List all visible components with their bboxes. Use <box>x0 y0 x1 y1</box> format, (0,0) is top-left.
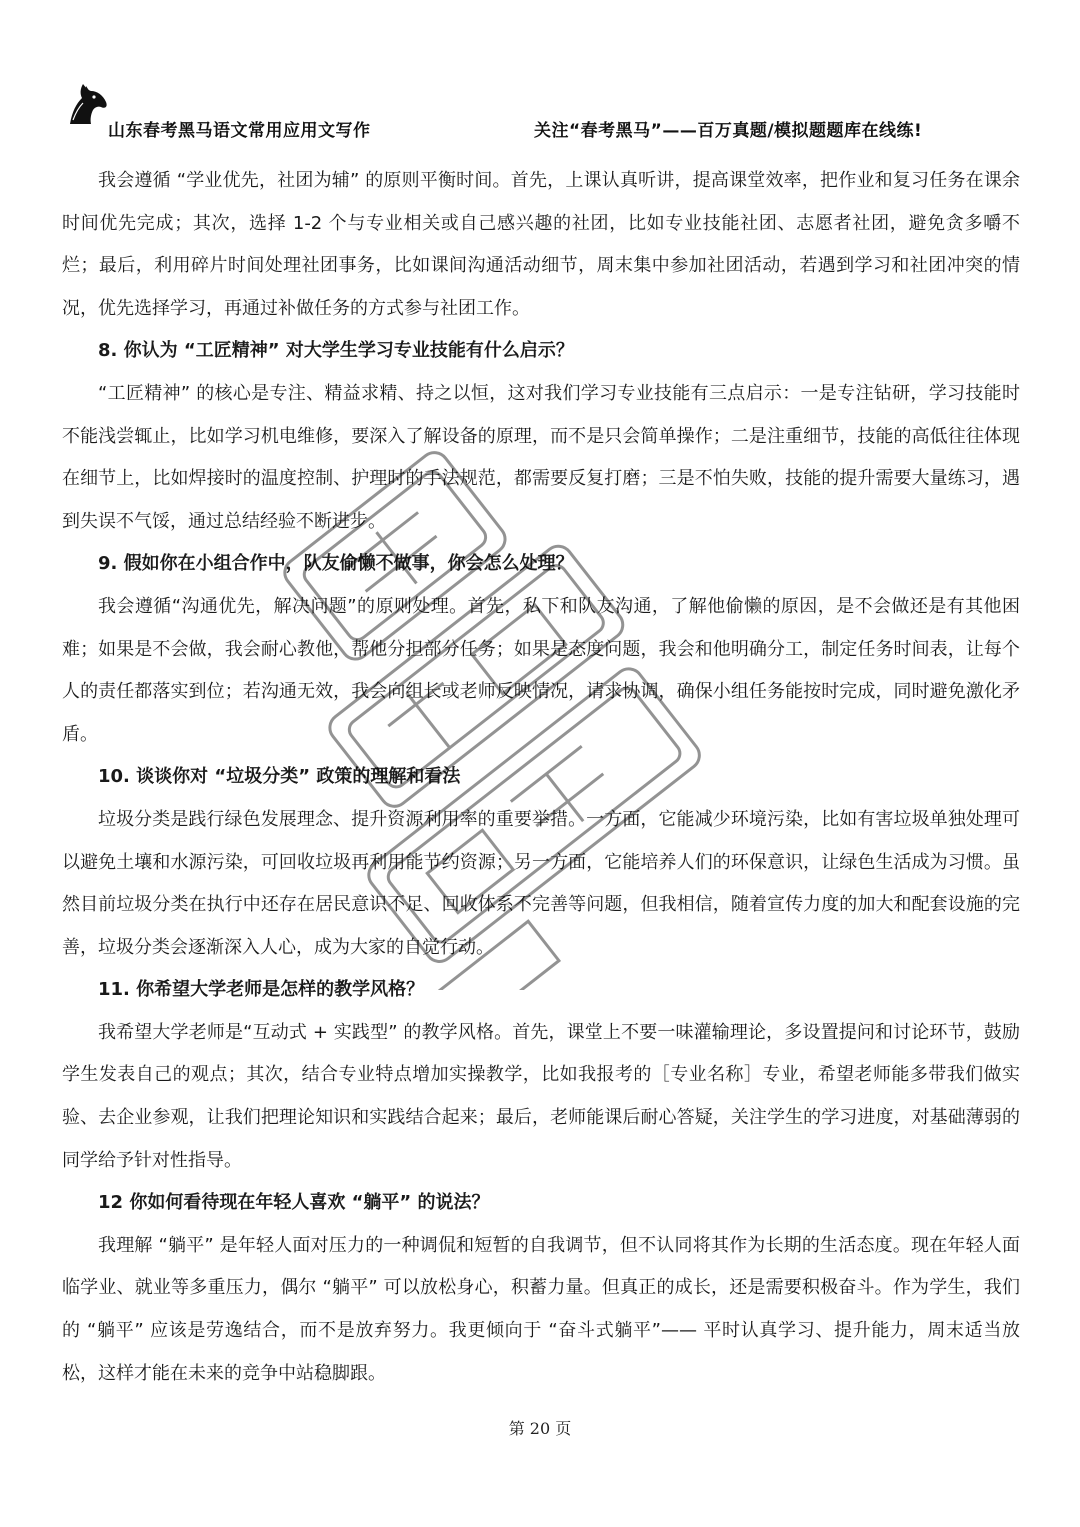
document-body <box>62 160 1020 1395</box>
question-heading: 8. 你认为 “工匠精神” 对大学生学习专业技能有什么启示？ <box>98 340 574 362</box>
answer-paragraph: “工匠精神” 的核心是专注、精益求精、持之以恒，这对我们学习专业技能有三点启示：一是专注钻研，学习技能时不能浅尝辄止，比如学习机电维修，要深入了解设备的原理，而不是只会简单操作；二是注重细节，技能的高低往往体现在细节上，比如焊接时的温度控制、护理时的手法规范，都需要反复打磨；三是不怕失败，技能的提升需要大量练习，遇到失误不气馁，通过总结经验不断进步。 <box>62 382 1020 532</box>
question-heading: 12 你如何看待现在年轻人喜欢 “躺平” 的说法？ <box>98 1192 490 1214</box>
answer-paragraph: 我理解 “躺平” 是年轻人面对压力的一种调侃和短暂的自我调节，但不认同将其作为长期的生活态度。现在年轻人面临学业、就业等多重压力，偶尔 “躺平” 可以放松身心，积蓄力量。但真正的成长，还是需要积极奋斗。作为学生，我们的 “躺平” 应该是劳逸结合，而不是放弃努力。我更倾向于 “奋斗式躺平”—— 平时认真学习、提升能力，周末适当放松，这样才能在未来的竞争中站稳脚跟。 <box>62 1234 1020 1384</box>
header-title-right: 关注“春考黑马”——百万真题/模拟题题库在线练! <box>534 121 923 141</box>
answer-paragraph: 我会遵循 “学业优先，社团为辅” 的原则平衡时间。首先，上课认真听讲，提高课堂效率，把作业和复习任务在课余时间优先完成；其次，选择 1-2 个与专业相关或自己感兴趣的社团，比如专业技能社团、志愿者社团，避免贪多嚼不烂；最后，利用碎片时间处理社团事务，比如课间沟通活动细节，周末集中参加社团活动，若遇到学习和社团冲突的情况，优先选择学习，再通过补做任务的方式参与社团工作。 <box>62 170 1020 319</box>
question-heading: 9. 假如你在小组合作中，队友偷懒不做事，你会怎么处理？ <box>98 553 574 575</box>
answer-paragraph: 我希望大学老师是“互动式 + 实践型” 的教学风格。首先，课堂上不要一味灌输理论，多设置提问和讨论环节，鼓励学生发表自己的观点；其次，结合专业特点增加实操教学，比如我报考的［专业名称］专业，希望老师能多带我们做实验、去企业参观，让我们把理论知识和实践结合起来；最后，老师能课后耐心答疑，关注学生的学习进度，对基础薄弱的同学给予针对性指导。 <box>62 1021 1020 1171</box>
page-header <box>62 82 1022 141</box>
question-heading: 10. 谈谈你对 “垃圾分类” 政策的理解和看法 <box>98 766 461 788</box>
page-number: 第 20 页 <box>508 1419 572 1438</box>
header-title-left: 山东春考黑马语文常用应用文写作 <box>108 121 371 141</box>
answer-paragraph: 我会遵循“沟通优先，解决问题”的原则处理。首先，私下和队友沟通，了解他偷懒的原因，是不会做还是有其他困难；如果是不会做，我会耐心教他，帮他分担部分任务；如果是态度问题，我会和他明确分工，制定任务时间表，让每个人的责任都落实到位；若沟通无效，我会向组长或老师反映情况，请求协调，确保小组任务能按时完成，同时避免激化矛盾。 <box>62 595 1020 745</box>
horse-head-icon <box>64 82 110 126</box>
question-heading: 11. 你希望大学老师是怎样的教学风格？ <box>98 979 425 1001</box>
answer-paragraph: 垃圾分类是践行绿色发展理念、提升资源利用率的重要举措。一方面，它能减少环境污染，比如有害垃圾单独处理可以避免土壤和水源污染，可回收垃圾再利用能节约资源；另一方面，它能培养人们的环保意识，让绿色生活成为习惯。虽然目前垃圾分类在执行中还存在居民意识不足、回收体系不完善等问题，但我相信，随着宣传力度的加大和配套设施的完善，垃圾分类会逐渐深入人心，成为大家的自觉行动。 <box>62 808 1020 958</box>
